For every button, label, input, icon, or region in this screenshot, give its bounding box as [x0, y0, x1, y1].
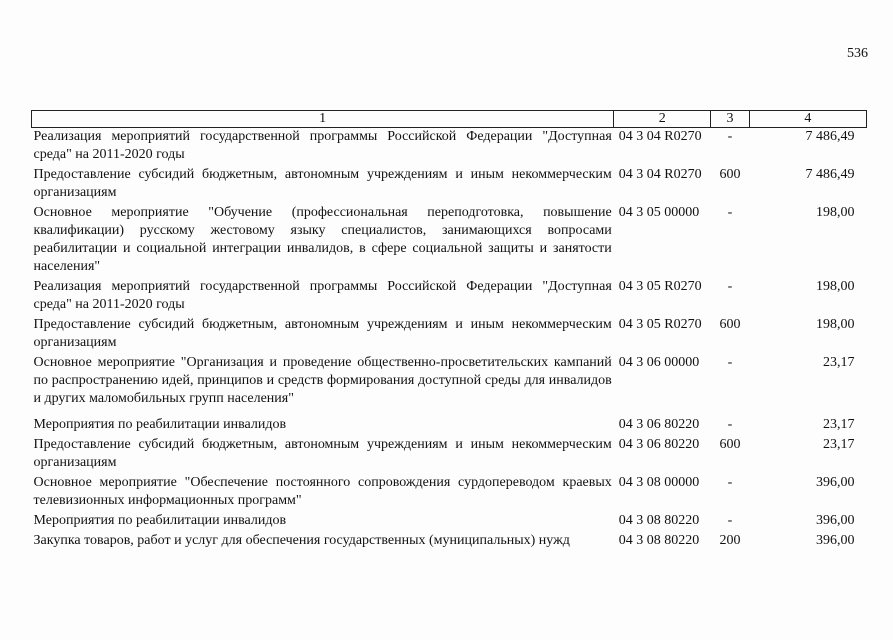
- row-type: -: [727, 513, 733, 528]
- row-name: Закупка товаров, работ и услуг для обеспечения государственных (муниципальных) нужд: [33, 533, 570, 548]
- row-code: 04 3 04 R0270: [618, 167, 702, 182]
- row-name: Мероприятия по реабилитации инвалидов: [33, 417, 287, 432]
- row-type: -: [727, 417, 733, 432]
- row-type: -: [727, 475, 733, 490]
- header-col-2: 2: [614, 111, 711, 128]
- row-sum: 198,00: [816, 205, 855, 220]
- table-row: [32, 278, 867, 316]
- table-header-row: [32, 111, 867, 128]
- row-sum: 23,17: [823, 437, 855, 452]
- row-name: Реализация мероприятий государственной программы Российской Федерации "Доступная среда" на 2011-2020 годы: [33, 279, 612, 312]
- row-type: 200: [719, 533, 741, 548]
- row-code: 04 3 05 R0270: [618, 279, 702, 294]
- row-code: 04 3 04 R0270: [618, 129, 702, 144]
- row-sum: 198,00: [816, 279, 855, 294]
- row-code: 04 3 08 80220: [618, 533, 700, 548]
- row-name: Предоставление субсидий бюджетным, автономным учреждениям и иным некоммерческим организациям: [33, 437, 612, 470]
- row-type: -: [727, 129, 733, 144]
- row-type: 600: [719, 317, 741, 332]
- row-type: -: [727, 279, 733, 294]
- row-sum: 396,00: [816, 513, 855, 528]
- row-sum: 23,17: [823, 355, 855, 370]
- row-code: 04 3 06 80220: [618, 417, 700, 432]
- row-name: Основное мероприятие "Обеспечение постоянного сопровождения сурдопереводом краевых телевизионных информационных программ": [33, 475, 612, 508]
- row-sum: 7 486,49: [805, 129, 855, 144]
- row-sum: 396,00: [816, 533, 855, 548]
- row-code: 04 3 06 80220: [618, 437, 700, 452]
- budget-table: [31, 110, 867, 552]
- table-row: [32, 474, 867, 512]
- row-sum: 23,17: [823, 417, 855, 432]
- row-name: Реализация мероприятий государственной программы Российской Федерации "Доступная среда" на 2011-2020 годы: [33, 129, 612, 162]
- table-row: [32, 166, 867, 204]
- header-col-3: 3: [711, 111, 749, 128]
- row-sum: 396,00: [816, 475, 855, 490]
- table-row: [32, 512, 867, 532]
- row-sum: 7 486,49: [805, 167, 855, 182]
- row-name: Предоставление субсидий бюджетным, автономным учреждениям и иным некоммерческим организациям: [33, 167, 612, 200]
- row-code: 04 3 08 00000: [618, 475, 700, 490]
- table-row: [32, 204, 867, 278]
- table-row: [32, 410, 867, 436]
- row-code: 04 3 06 00000: [618, 355, 700, 370]
- table-row: [32, 316, 867, 354]
- table-row: [32, 436, 867, 474]
- row-type: -: [727, 355, 733, 370]
- table-row: [32, 128, 867, 167]
- row-code: 04 3 05 00000: [618, 205, 700, 220]
- table-row: [32, 354, 867, 410]
- page-number: 536: [847, 46, 868, 61]
- header-col-1: 1: [32, 111, 614, 128]
- row-name: Основное мероприятие "Организация и проведение общественно-просветительских кампаний по распространению идей, принципов и средств формирования доступной среды для инвалидов и других маломобильных групп населения": [33, 355, 612, 406]
- row-name: Мероприятия по реабилитации инвалидов: [33, 513, 287, 528]
- row-sum: 198,00: [816, 317, 855, 332]
- row-code: 04 3 08 80220: [618, 513, 700, 528]
- row-name: Предоставление субсидий бюджетным, автономным учреждениям и иным некоммерческим организациям: [33, 317, 612, 350]
- table-row: [32, 532, 867, 552]
- header-col-4: 4: [749, 111, 866, 128]
- row-type: 600: [719, 437, 741, 452]
- row-name: Основное мероприятие "Обучение (профессиональная переподготовка, повышение квалификации) русскому жестовому языку специалистов, занимающихся вопросами реабилитации и социальной интеграции инвалидов, в сфере социальной защиты и занятости населения": [33, 205, 612, 274]
- row-code: 04 3 05 R0270: [618, 317, 702, 332]
- row-type: -: [727, 205, 733, 220]
- row-type: 600: [719, 167, 741, 182]
